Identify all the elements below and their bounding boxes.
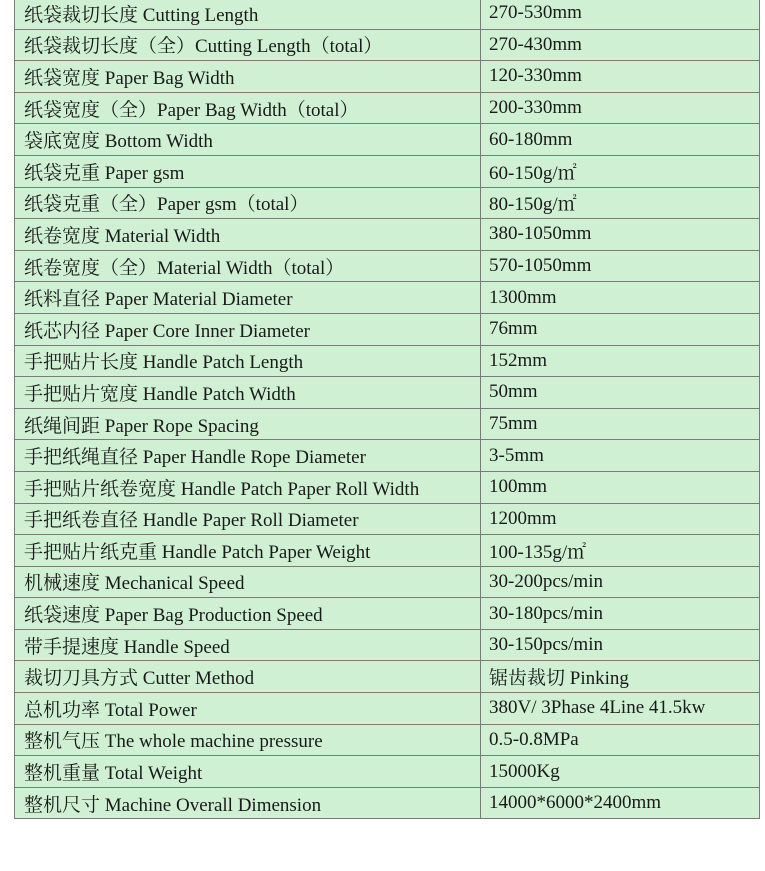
spec-table-container — [14, 0, 759, 819]
spec-value: 60-150g/㎡ — [481, 155, 760, 187]
spec-label: 整机重量 Total Weight — [15, 756, 481, 788]
spec-label: 纸袋宽度 Paper Bag Width — [15, 61, 481, 93]
spec-value: 15000Kg — [481, 756, 760, 788]
spec-row — [15, 440, 760, 472]
spec-value: 50mm — [481, 377, 760, 409]
spec-value: 0.5-0.8MPa — [481, 724, 760, 756]
spec-row — [15, 313, 760, 345]
spec-value: 60-180mm — [481, 124, 760, 156]
spec-value: 100mm — [481, 471, 760, 503]
spec-row — [15, 787, 760, 819]
spec-row — [15, 756, 760, 788]
spec-row — [15, 250, 760, 282]
spec-value: 152mm — [481, 345, 760, 377]
spec-table-body — [15, 0, 760, 819]
spec-row — [15, 29, 760, 61]
spec-value: 270-530mm — [481, 0, 760, 29]
spec-label: 纸芯内径 Paper Core Inner Diameter — [15, 313, 481, 345]
spec-label: 手把纸绳直径 Paper Handle Rope Diameter — [15, 440, 481, 472]
spec-table — [14, 0, 760, 819]
spec-row — [15, 535, 760, 567]
spec-label: 纸袋裁切长度 Cutting Length — [15, 0, 481, 29]
spec-row — [15, 187, 760, 219]
spec-value: 30-180pcs/min — [481, 598, 760, 630]
spec-label: 纸卷宽度（全）Material Width（total） — [15, 250, 481, 282]
spec-label: 纸袋克重（全）Paper gsm（total） — [15, 187, 481, 219]
spec-row — [15, 155, 760, 187]
spec-row — [15, 661, 760, 693]
spec-value: 380V/ 3Phase 4Line 41.5kw — [481, 693, 760, 725]
spec-value: 锯齿裁切 Pinking — [481, 661, 760, 693]
spec-value: 570-1050mm — [481, 250, 760, 282]
spec-label: 手把纸卷直径 Handle Paper Roll Diameter — [15, 503, 481, 535]
spec-label: 纸袋宽度（全）Paper Bag Width（total） — [15, 92, 481, 124]
spec-row — [15, 598, 760, 630]
spec-label: 手把贴片纸克重 Handle Patch Paper Weight — [15, 535, 481, 567]
spec-value: 120-330mm — [481, 61, 760, 93]
spec-value: 14000*6000*2400mm — [481, 787, 760, 819]
spec-row — [15, 345, 760, 377]
spec-value: 200-330mm — [481, 92, 760, 124]
spec-row — [15, 377, 760, 409]
spec-value: 270-430mm — [481, 29, 760, 61]
spec-row — [15, 61, 760, 93]
spec-row — [15, 724, 760, 756]
spec-value: 76mm — [481, 313, 760, 345]
spec-value: 75mm — [481, 408, 760, 440]
spec-label: 手把贴片宽度 Handle Patch Width — [15, 377, 481, 409]
spec-label: 手把贴片纸卷宽度 Handle Patch Paper Roll Width — [15, 471, 481, 503]
spec-value: 100-135g/㎡ — [481, 535, 760, 567]
spec-label: 整机气压 The whole machine pressure — [15, 724, 481, 756]
spec-label: 纸袋速度 Paper Bag Production Speed — [15, 598, 481, 630]
spec-row — [15, 503, 760, 535]
spec-row — [15, 566, 760, 598]
spec-label: 带手提速度 Handle Speed — [15, 629, 481, 661]
spec-row — [15, 471, 760, 503]
spec-label: 纸袋克重 Paper gsm — [15, 155, 481, 187]
spec-label: 整机尺寸 Machine Overall Dimension — [15, 787, 481, 819]
spec-value: 380-1050mm — [481, 219, 760, 251]
spec-row — [15, 408, 760, 440]
spec-label: 纸袋裁切长度（全）Cutting Length（total） — [15, 29, 481, 61]
spec-row — [15, 219, 760, 251]
spec-label: 总机功率 Total Power — [15, 693, 481, 725]
spec-value: 3-5mm — [481, 440, 760, 472]
spec-value: 1300mm — [481, 282, 760, 314]
spec-row — [15, 0, 760, 29]
spec-value: 30-200pcs/min — [481, 566, 760, 598]
spec-label: 机械速度 Mechanical Speed — [15, 566, 481, 598]
spec-label: 手把贴片长度 Handle Patch Length — [15, 345, 481, 377]
spec-row — [15, 92, 760, 124]
spec-label: 袋底宽度 Bottom Width — [15, 124, 481, 156]
spec-row — [15, 693, 760, 725]
spec-row — [15, 124, 760, 156]
spec-value: 30-150pcs/min — [481, 629, 760, 661]
spec-value: 80-150g/㎡ — [481, 187, 760, 219]
spec-label: 纸料直径 Paper Material Diameter — [15, 282, 481, 314]
spec-row — [15, 629, 760, 661]
spec-row — [15, 282, 760, 314]
spec-label: 裁切刀具方式 Cutter Method — [15, 661, 481, 693]
spec-value: 1200mm — [481, 503, 760, 535]
spec-label: 纸绳间距 Paper Rope Spacing — [15, 408, 481, 440]
spec-label: 纸卷宽度 Material Width — [15, 219, 481, 251]
